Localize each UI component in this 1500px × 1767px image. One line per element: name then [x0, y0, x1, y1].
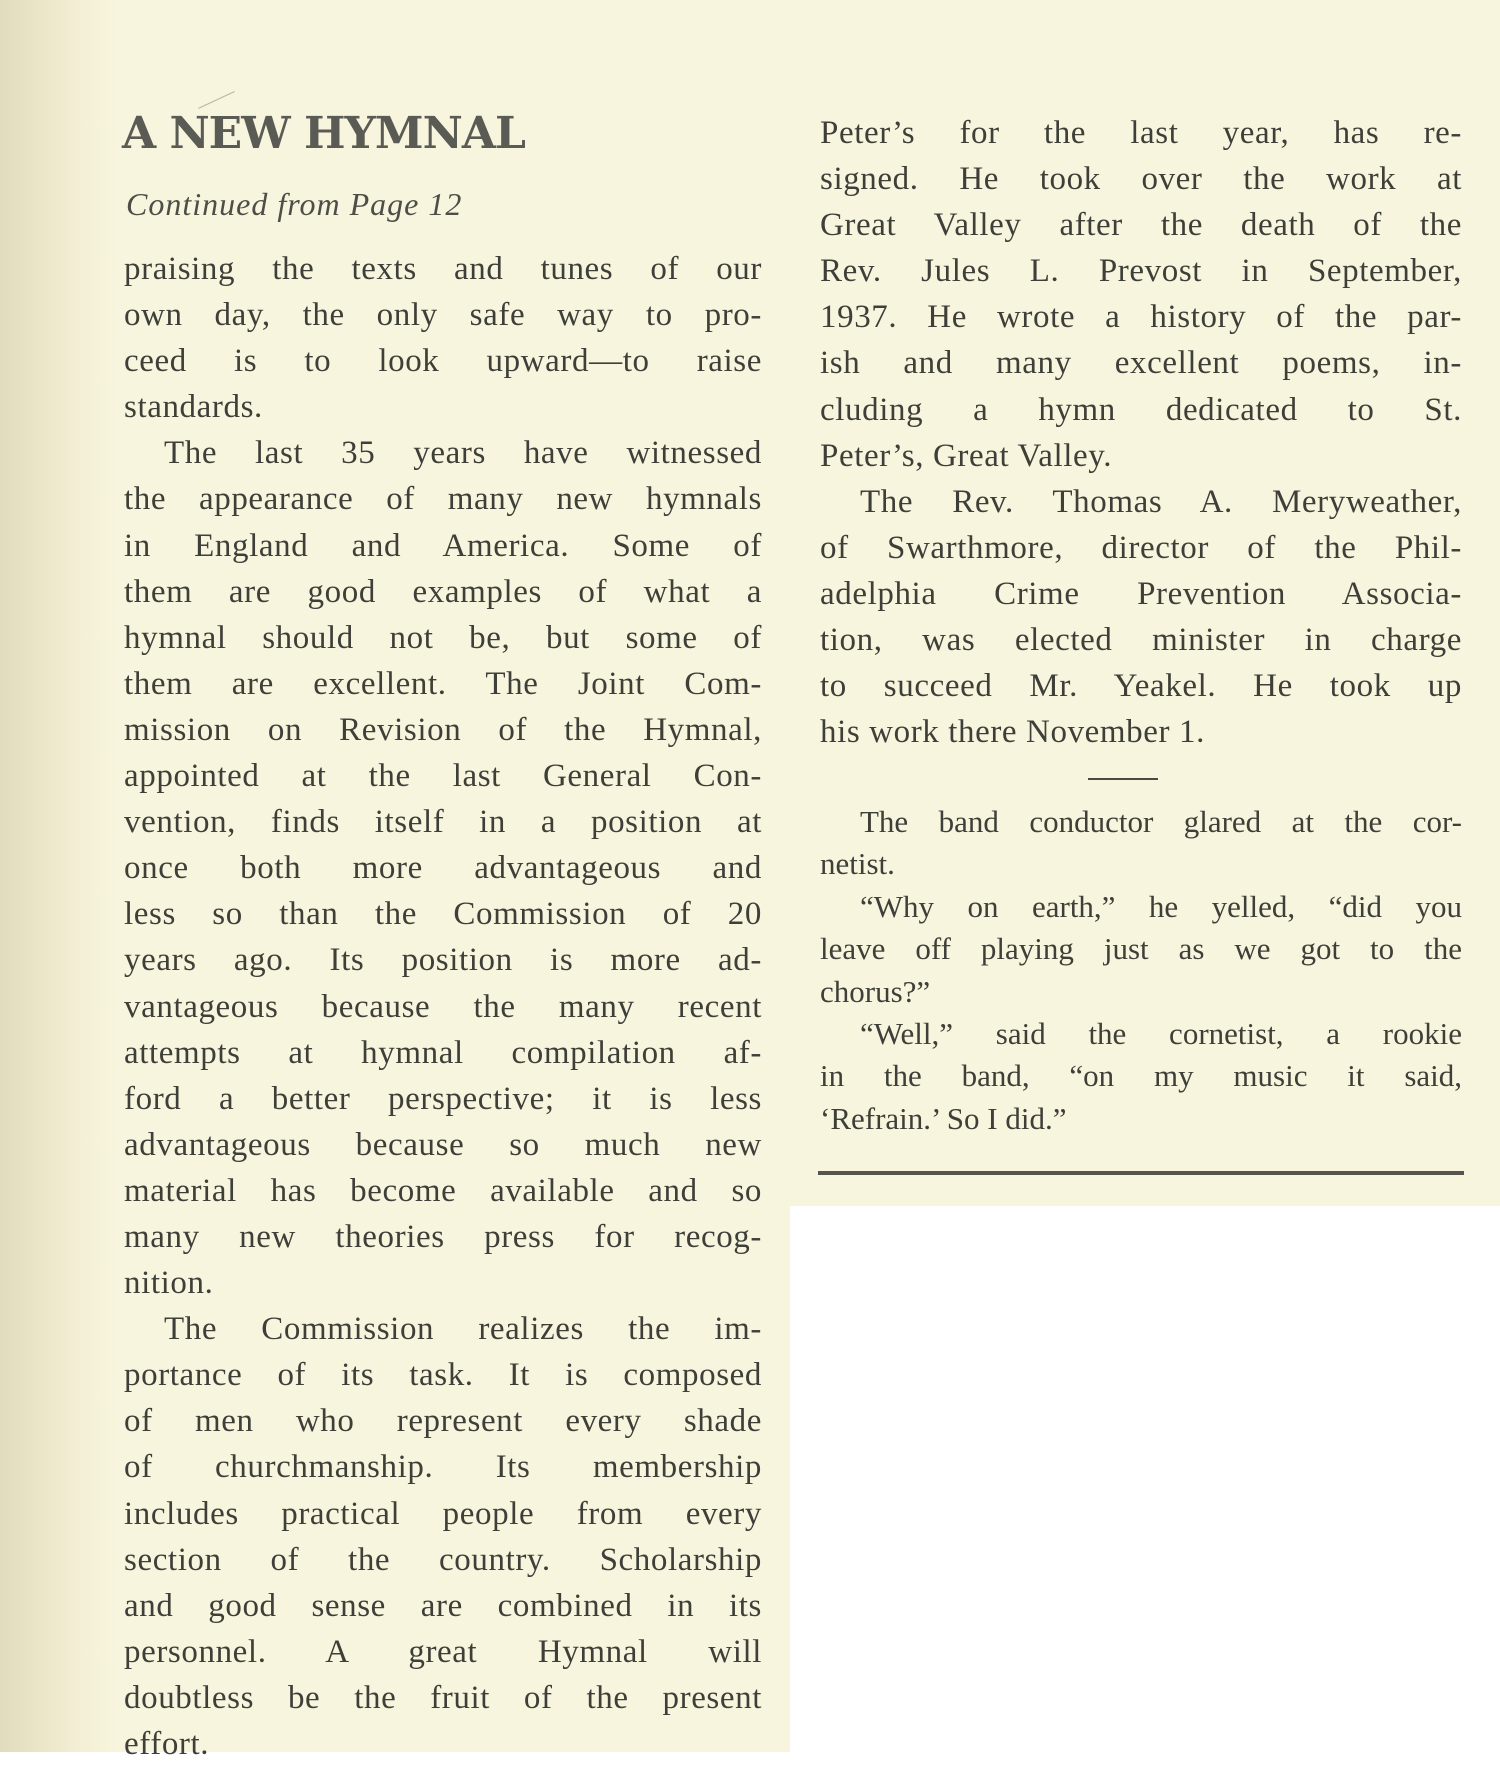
- text-line: leave off playing just as we got to the: [820, 931, 1462, 967]
- text-line: hymnal should not be, but some of: [124, 619, 762, 656]
- text-line: to succeed Mr. Yeakel. He took up: [820, 668, 1462, 705]
- binding-shadow: [0, 0, 120, 1752]
- text-line: adelphia Crime Prevention Associa-: [820, 575, 1462, 612]
- text-line: years ago. Its position is more ad-: [124, 942, 762, 979]
- text-line: netist.: [820, 846, 895, 882]
- text-line: vention, finds itself in a position at: [124, 804, 762, 841]
- text-line: ish and many excellent poems, in-: [820, 345, 1462, 382]
- text-line: ceed is to look upward—to raise: [124, 343, 762, 380]
- text-line: includes practical people from every: [124, 1495, 762, 1532]
- text-line: The Commission realizes the im-: [164, 1311, 762, 1348]
- text-line: material has become available and so: [124, 1172, 762, 1209]
- text-line: 1937. He wrote a history of the par-: [820, 299, 1462, 336]
- text-line: Great Valley after the death of the: [820, 207, 1462, 244]
- text-line: chorus?”: [820, 973, 931, 1009]
- text-line: Peter’s, Great Valley.: [820, 437, 1113, 474]
- text-line: section of the country. Scholarship: [124, 1541, 762, 1578]
- text-line: “Why on earth,” he yelled, “did you: [860, 888, 1462, 924]
- left-column: [124, 246, 762, 1767]
- text-line: personnel. A great Hymnal will: [124, 1633, 762, 1670]
- blank-area: [790, 1206, 1500, 1752]
- text-line: mission on Revision of the Hymnal,: [124, 711, 762, 748]
- text-line: ‘Refrain.’ So I did.”: [820, 1100, 1067, 1136]
- text-line: in England and America. Some of: [124, 527, 762, 564]
- text-line: of Swarthmore, director of the Phil-: [820, 529, 1462, 566]
- text-line: many new theories press for recog-: [124, 1218, 762, 1255]
- text-line: Peter’s for the last year, has re-: [820, 115, 1462, 151]
- text-line: appointed at the last General Con-: [124, 758, 762, 795]
- text-line: The band conductor glared at the cor-: [860, 804, 1462, 839]
- continued-from-note: Continued from Page 12: [126, 186, 463, 222]
- text-line: standards.: [124, 389, 263, 426]
- right-column: [820, 110, 1462, 755]
- text-line: once both more advantageous and: [124, 850, 762, 887]
- text-line: effort.: [124, 1726, 210, 1762]
- text-line: less so than the Commission of 20: [124, 896, 762, 933]
- text-line: doubtless be the fruit of the present: [124, 1679, 762, 1716]
- text-line: and good sense are combined in its: [124, 1587, 762, 1624]
- text-line: tion, was elected minister in charge: [820, 622, 1462, 659]
- article-title: A NEW HYMNAL: [122, 108, 525, 159]
- text-line: signed. He took over the work at: [820, 161, 1462, 198]
- anecdote-box: [820, 801, 1462, 1140]
- text-line: of men who represent every shade: [124, 1403, 762, 1440]
- text-line: vantageous because the many recent: [124, 988, 762, 1025]
- text-line: in the band, “on my music it said,: [820, 1058, 1462, 1094]
- text-line: own day, the only safe way to pro-: [124, 297, 762, 334]
- text-line: nition.: [124, 1265, 214, 1302]
- text-line: his work there November 1.: [820, 714, 1205, 751]
- text-line: of churchmanship. Its membership: [124, 1449, 762, 1486]
- text-line: portance of its task. It is composed: [124, 1357, 762, 1394]
- text-line: them are good examples of what a: [124, 573, 762, 610]
- text-line: attempts at hymnal compilation af-: [124, 1034, 762, 1071]
- text-line: Rev. Jules L. Prevost in September,: [820, 253, 1462, 290]
- text-line: advantageous because so much new: [124, 1126, 762, 1163]
- text-line: the appearance of many new hymnals: [124, 481, 762, 518]
- text-line: praising the texts and tunes of our: [124, 251, 762, 287]
- text-line: “Well,” said the cornetist, a rookie: [860, 1015, 1462, 1051]
- text-line: The last 35 years have witnessed: [164, 435, 762, 472]
- text-line: The Rev. Thomas A. Meryweather,: [860, 483, 1462, 520]
- text-line: them are excellent. The Joint Com-: [124, 665, 762, 702]
- section-divider: [1088, 778, 1158, 780]
- column-end-rule: [818, 1171, 1464, 1175]
- text-line: cluding a hymn dedicated to St.: [820, 391, 1462, 428]
- text-line: ford a better perspective; it is less: [124, 1080, 762, 1117]
